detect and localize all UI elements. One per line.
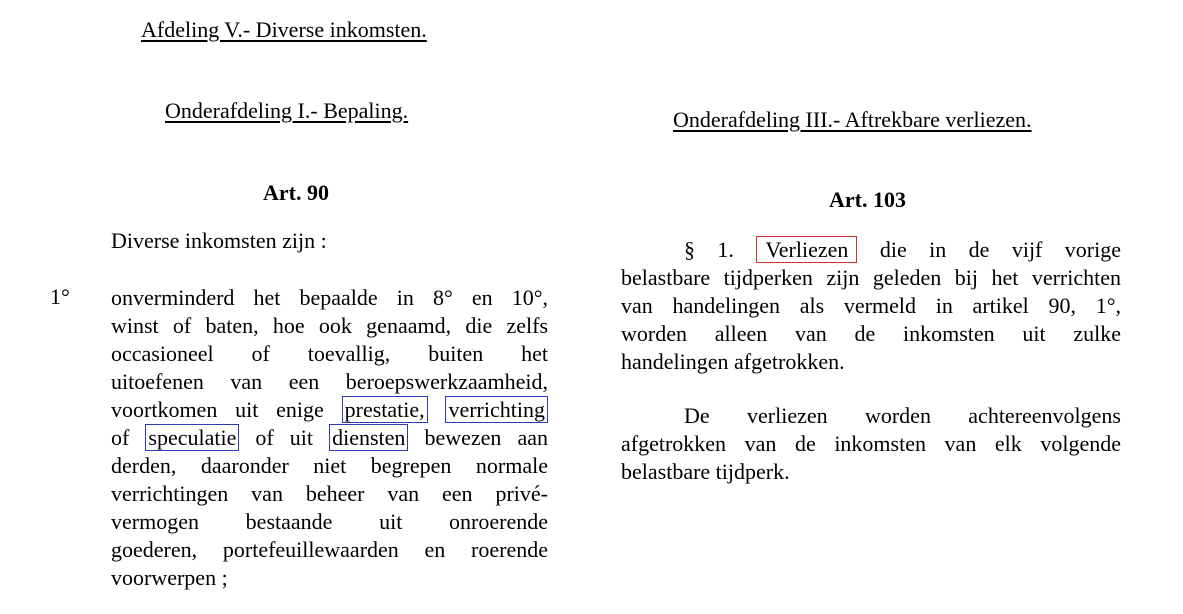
subsection-heading-right: Onderafdeling III.- Aftrekbare verliezen.: [673, 107, 1032, 132]
paragraph-line: worden alleen van de inkomsten uit zulke: [621, 321, 1121, 346]
article-intro: Diverse inkomsten zijn :: [111, 228, 327, 253]
item-line: derden, daaronder niet begrepen normale: [111, 453, 548, 478]
paragraph-marker: § 1.: [684, 237, 734, 262]
paragraph-line: belastbare tijdperken zijn geleden bij het verrichten: [621, 265, 1121, 290]
article-title-90: Art. 90: [263, 180, 329, 205]
paragraph-line: De verliezen worden achtereenvolgens: [684, 403, 1121, 428]
item-line: [111, 396, 548, 424]
paragraph-line: handelingen afgetrokken.: [621, 349, 845, 374]
item-line: [111, 424, 548, 452]
item-line: winst of baten, hoe ook genaamd, die zelfs: [111, 313, 548, 338]
item-line-text: bewezen aan: [424, 425, 549, 450]
section-heading: Afdeling V.- Diverse inkomsten.: [141, 17, 427, 42]
item-line-text: of uit: [255, 425, 314, 450]
paragraph-line: afgetrokken van de inkomsten van elk volgende: [621, 431, 1121, 456]
highlight-prestatie: prestatie,: [342, 396, 428, 423]
paragraph-line: [621, 236, 1121, 264]
highlight-speculatie: speculatie: [145, 424, 239, 451]
subsection-heading-left: Onderafdeling I.- Bepaling.: [165, 98, 409, 123]
item-line: vermogen bestaande uit onroerende: [111, 509, 548, 534]
item-line: onverminderd het bepaalde in 8° en 10°,: [111, 285, 548, 310]
item-line: verrichtingen van beheer van een privé-: [111, 481, 548, 506]
paragraph-line: van handelingen als vermeld in artikel 90, 1°,: [621, 293, 1121, 318]
highlight-diensten: diensten: [329, 424, 408, 451]
item-line-text: voortkomen uit enige: [111, 397, 324, 422]
item-line: uitoefenen van een beroepswerkzaamheid,: [111, 369, 548, 394]
item-body: [111, 284, 548, 592]
item-line: goederen, portefeuillewaarden en roerende: [111, 537, 548, 562]
highlight-verrichting: verrichting: [445, 396, 548, 423]
paragraph-2: [621, 402, 1121, 486]
highlight-verliezen: Verliezen: [756, 236, 857, 263]
item-line: occasioneel of toevallig, buiten het: [111, 341, 548, 366]
paragraph-1: [621, 236, 1121, 376]
item-line-text: of: [111, 425, 130, 450]
article-title-103: Art. 103: [829, 187, 906, 212]
paragraph-line-text: die in de vijf vorige: [879, 237, 1122, 262]
item-line: voorwerpen ;: [111, 565, 228, 590]
paragraph-line: belastbare tijdperk.: [621, 459, 790, 484]
item-number: 1°: [50, 284, 70, 309]
